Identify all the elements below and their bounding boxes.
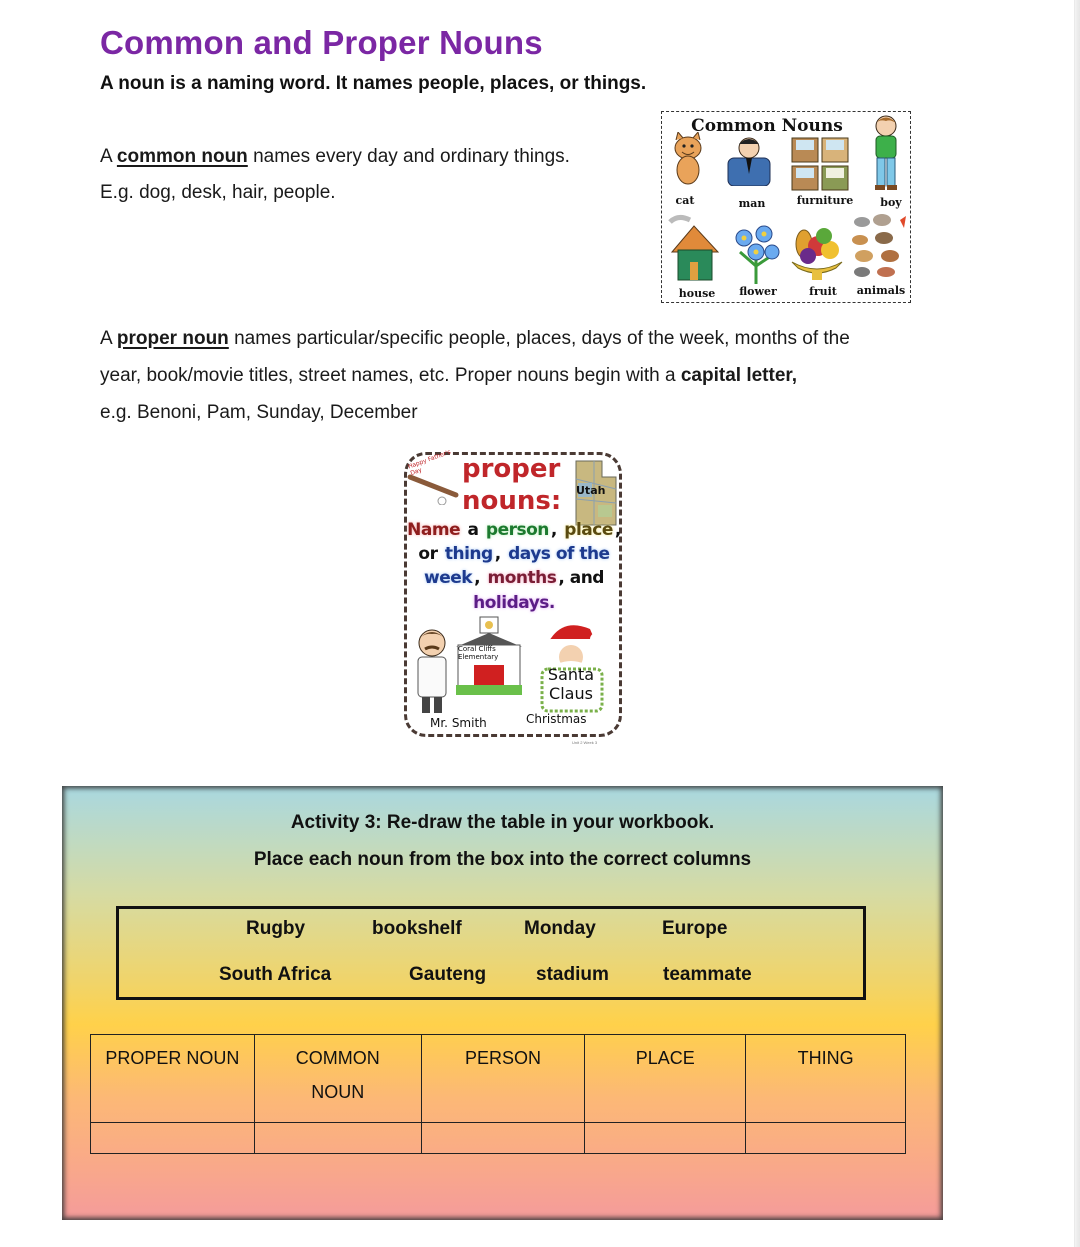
fathers-day-badge: Happy Father's Day bbox=[407, 448, 452, 478]
table-cell[interactable] bbox=[746, 1123, 906, 1154]
word-bookshelf: bookshelf bbox=[372, 918, 462, 939]
mr-smith-label: Mr. Smith bbox=[430, 716, 487, 730]
text: , bbox=[494, 544, 507, 564]
poster-heading-line2: nouns: bbox=[462, 486, 562, 516]
man-illustration bbox=[724, 134, 774, 186]
proper-nouns-poster bbox=[398, 447, 630, 750]
text: , bbox=[550, 520, 563, 540]
table-header-row bbox=[91, 1035, 906, 1123]
label-furniture: furniture bbox=[796, 194, 854, 207]
word-place: place bbox=[564, 520, 613, 540]
table-cell[interactable] bbox=[254, 1123, 421, 1154]
word-person: person bbox=[485, 520, 549, 540]
header-place: PLACE bbox=[585, 1035, 746, 1123]
school-sign bbox=[458, 645, 498, 661]
page-edge bbox=[1074, 0, 1080, 1247]
label-boy: boy bbox=[880, 196, 902, 209]
label-house: house bbox=[678, 287, 716, 300]
word-holidays: holidays. bbox=[473, 593, 555, 613]
poster-heading-line1: proper bbox=[462, 454, 561, 484]
text: A bbox=[100, 146, 117, 167]
word-gauteng: Gauteng bbox=[409, 964, 487, 985]
table-row bbox=[91, 1123, 906, 1154]
text: or bbox=[418, 544, 443, 564]
word-teammate: teammate bbox=[663, 964, 752, 985]
utah-label: Utah bbox=[576, 484, 606, 497]
table-cell[interactable] bbox=[585, 1123, 746, 1154]
boy-illustration bbox=[866, 114, 906, 192]
label-man: man bbox=[738, 197, 766, 210]
common-nouns-image bbox=[661, 111, 911, 303]
christmas-label: Christmas bbox=[526, 712, 587, 726]
common-noun-example: E.g. dog, desk, hair, people. bbox=[100, 182, 336, 203]
label-cat: cat bbox=[675, 194, 695, 207]
text: A bbox=[100, 328, 117, 349]
header-person: PERSON bbox=[421, 1035, 585, 1123]
word-south-africa: South Africa bbox=[219, 964, 332, 985]
word-monday: Monday bbox=[524, 918, 596, 939]
word-europe: Europe bbox=[662, 918, 728, 939]
noun-table bbox=[90, 1034, 906, 1154]
header-common-noun-text: COMMON NOUN bbox=[295, 1048, 380, 1102]
proper-noun-definition bbox=[100, 328, 850, 350]
santa-sign-line1: Santa bbox=[547, 665, 595, 684]
word-week: week bbox=[424, 568, 473, 588]
santa-sign-line2: Claus bbox=[549, 684, 593, 703]
text: , bbox=[614, 520, 621, 540]
poster-line-2 bbox=[398, 544, 630, 564]
table-cell[interactable] bbox=[421, 1123, 585, 1154]
table-cell[interactable] bbox=[91, 1123, 255, 1154]
word-days: days of the bbox=[508, 544, 610, 564]
header-proper-noun: PROPER NOUN bbox=[91, 1035, 255, 1123]
poster-line-1 bbox=[398, 520, 630, 540]
poster-footnote: Unit 2 Week 3 bbox=[572, 740, 598, 745]
activity-heading: Activity 3: Re-draw the table in your workbook. bbox=[290, 812, 715, 833]
word-stadium: stadium bbox=[536, 964, 609, 985]
mr-smith-illustration bbox=[412, 625, 456, 717]
activity-box bbox=[62, 786, 943, 1220]
proper-noun-definition-line2 bbox=[100, 365, 797, 387]
text: , and bbox=[558, 568, 604, 588]
proper-noun-term: proper noun bbox=[116, 328, 229, 349]
activity-instruction: Place each noun from the box into the correct columns bbox=[253, 849, 752, 870]
common-noun-term: common noun bbox=[116, 146, 248, 167]
header-thing: THING bbox=[746, 1035, 906, 1123]
text: , bbox=[474, 568, 486, 588]
word-thing: thing bbox=[444, 544, 493, 564]
label-flower: flower bbox=[739, 285, 777, 298]
school-sign-line2: Elementary bbox=[458, 653, 499, 661]
label-animals: animals bbox=[856, 284, 906, 297]
capital-letter-emphasis: capital letter, bbox=[680, 365, 798, 386]
flower-illustration bbox=[730, 216, 782, 284]
word-rugby: Rugby bbox=[246, 918, 306, 939]
text: names particular/specific people, places, days of the week, months of the bbox=[228, 328, 850, 349]
proper-noun-example: e.g. Benoni, Pam, Sunday, December bbox=[100, 402, 418, 423]
poster-line-3 bbox=[398, 568, 630, 588]
common-noun-definition bbox=[100, 146, 570, 168]
common-nouns-image-title: Common Nouns bbox=[691, 116, 843, 136]
school-sign-line1: Coral Cliffs bbox=[458, 645, 496, 653]
header-common-noun bbox=[254, 1035, 421, 1123]
animals-illustration bbox=[850, 212, 908, 282]
word-box bbox=[116, 906, 866, 1000]
text: a bbox=[462, 520, 484, 540]
page-title: Common and Proper Nouns bbox=[100, 24, 543, 61]
word-name: Name bbox=[407, 520, 461, 540]
label-fruit: fruit bbox=[809, 285, 837, 298]
house-illustration bbox=[668, 212, 720, 284]
cat-illustration bbox=[666, 132, 710, 188]
text: year, book/movie titles, street names, etc. Proper nouns begin with a bbox=[100, 365, 681, 386]
page-subtitle: A noun is a naming word. It names people, places, or things. bbox=[100, 73, 647, 94]
santa-sign bbox=[546, 665, 596, 703]
fruit-illustration bbox=[788, 216, 846, 282]
poster-line-4 bbox=[398, 593, 630, 613]
text: names every day and ordinary things. bbox=[247, 146, 570, 167]
word-months: months bbox=[487, 568, 557, 588]
furniture-illustration bbox=[790, 136, 852, 194]
